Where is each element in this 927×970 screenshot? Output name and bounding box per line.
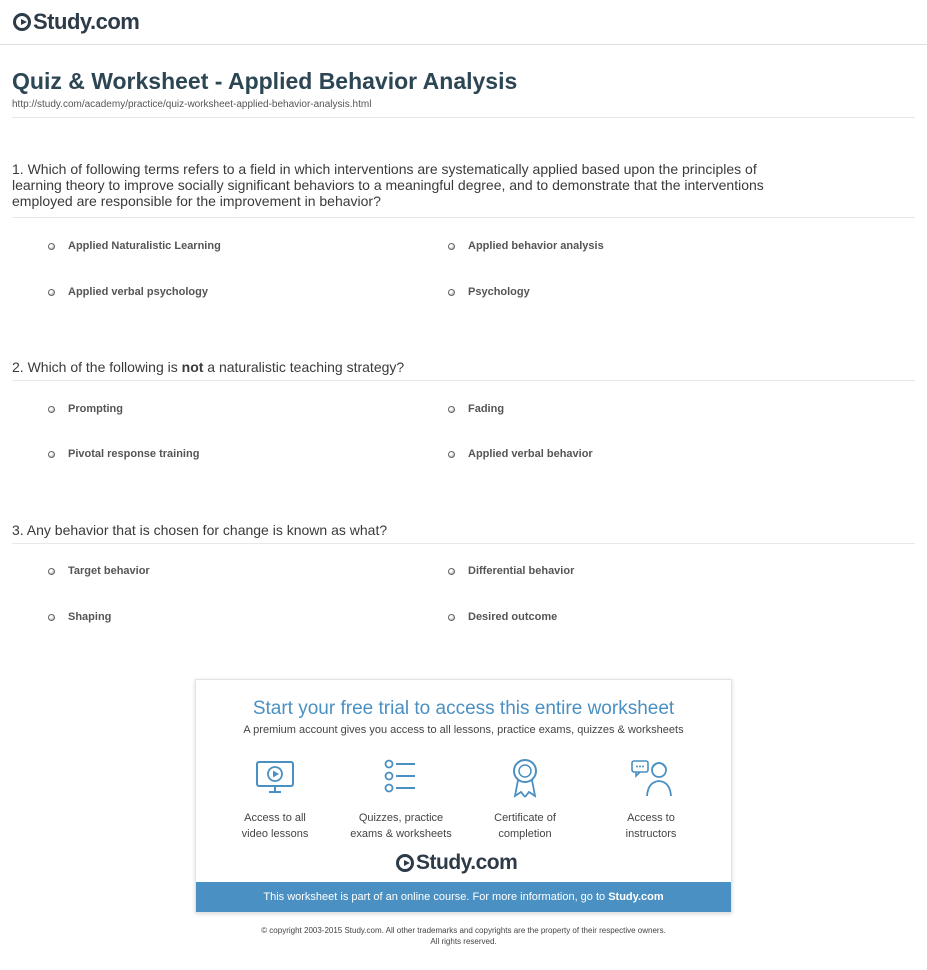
option-label: Differential behavior	[468, 565, 575, 577]
worksheet-url: http://study.com/academy/practice/quiz-worksheet-applied-behavior-analysis.html	[12, 99, 372, 110]
study-logo[interactable]	[13, 9, 139, 35]
title-divider	[12, 117, 915, 118]
option-label: Applied verbal behavior	[468, 448, 593, 460]
feature-label	[460, 810, 590, 842]
feature-video-lessons	[210, 756, 340, 842]
free-trial-promo	[195, 679, 732, 913]
option-label: Fading	[468, 403, 505, 415]
option-label: Applied behavior analysis	[468, 240, 604, 252]
answer-option[interactable]	[48, 403, 123, 415]
header-divider	[0, 44, 927, 45]
question-2-text-start: 2. Which of the following is	[12, 359, 182, 375]
copyright-line: © copyright 2003-2015 Study.com. All other trademarks and copyrights are the property of their respective owners.	[261, 926, 666, 935]
logo-text: Study.com	[416, 851, 518, 874]
course-info-text: This worksheet is part of an online course. For more information, go to	[263, 891, 609, 903]
feature-label	[586, 810, 716, 842]
certificate-icon	[503, 756, 547, 800]
logo-text: Study.com	[33, 9, 140, 34]
answer-option[interactable]	[48, 611, 111, 623]
worksheet-title: Quiz & Worksheet - Applied Behavior Analysis	[12, 68, 518, 94]
answer-option[interactable]	[448, 403, 504, 415]
instructor-icon	[629, 756, 673, 800]
radio-button[interactable]	[448, 568, 455, 575]
feature-label-line: Access to	[627, 812, 675, 824]
feature-label-line: instructors	[625, 828, 677, 840]
option-label: Desired outcome	[468, 611, 558, 623]
answer-option[interactable]	[448, 240, 604, 252]
answer-option[interactable]	[48, 448, 199, 460]
study-logo-promo[interactable]	[396, 851, 517, 875]
feature-label-line: Access to all	[244, 812, 306, 824]
question-1-divider	[12, 217, 915, 218]
feature-label	[210, 810, 340, 842]
option-label: Applied Naturalistic Learning	[68, 240, 221, 252]
promo-subtitle: A premium account gives you access to all lessons, practice exams, quizzes & worksheets	[243, 724, 684, 736]
radio-button[interactable]	[48, 451, 55, 458]
option-label: Psychology	[468, 286, 530, 298]
question-1-text: 1. Which of following terms refers to a field in which interventions are systematically applied based upon the principles of learning theory to improve socially significant behaviors to a meaningful degree, and to demonstrate that the interventions employed are responsible for the improvement in behavior?	[12, 161, 764, 209]
radio-button[interactable]	[448, 406, 455, 413]
course-info-bar	[196, 882, 731, 912]
feature-label-line: video lessons	[241, 828, 309, 840]
feature-label-line: Quizzes, practice	[358, 812, 444, 824]
feature-label-line: exams & worksheets	[350, 828, 452, 840]
feature-label-line: completion	[498, 828, 552, 840]
feature-instructors	[586, 756, 716, 842]
radio-button[interactable]	[48, 243, 55, 250]
radio-button[interactable]	[448, 289, 455, 296]
question-2-divider	[12, 380, 915, 381]
question-2-text-end: a naturalistic teaching strategy?	[203, 359, 405, 375]
answer-option[interactable]	[48, 240, 221, 252]
option-label: Prompting	[68, 403, 123, 415]
question-3-divider	[12, 543, 915, 544]
answer-option[interactable]	[48, 565, 150, 577]
option-label: Applied verbal psychology	[68, 286, 208, 298]
feature-label-line: Certificate of	[494, 812, 556, 824]
quiz-list-icon	[379, 756, 423, 800]
play-circle-icon	[13, 13, 31, 31]
radio-button[interactable]	[48, 614, 55, 621]
option-label: Pivotal response training	[68, 448, 200, 460]
answer-option[interactable]	[448, 286, 530, 298]
promo-title[interactable]: Start your free trial to access this entire worksheet	[252, 698, 675, 719]
radio-button[interactable]	[448, 243, 455, 250]
radio-button[interactable]	[448, 614, 455, 621]
play-circle-icon	[396, 854, 414, 872]
question-2-emphasis: not	[181, 359, 204, 375]
option-label: Shaping	[68, 611, 112, 623]
feature-label	[336, 810, 466, 842]
answer-option[interactable]	[448, 565, 574, 577]
radio-button[interactable]	[48, 406, 55, 413]
radio-button[interactable]	[48, 568, 55, 575]
feature-quizzes	[336, 756, 466, 842]
question-2-text	[12, 359, 772, 375]
option-label: Target behavior	[68, 565, 150, 577]
video-lesson-icon	[253, 756, 297, 800]
radio-button[interactable]	[448, 451, 455, 458]
feature-certificate	[460, 756, 590, 842]
question-3-text: 3. Any behavior that is chosen for change is known as what?	[12, 522, 388, 538]
study-com-link[interactable]: Study.com	[608, 891, 664, 903]
answer-option[interactable]	[448, 448, 593, 460]
answer-option[interactable]	[48, 286, 208, 298]
copyright-line: All rights reserved.	[430, 937, 497, 946]
radio-button[interactable]	[48, 289, 55, 296]
copyright-notice	[200, 925, 727, 947]
answer-option[interactable]	[448, 611, 557, 623]
